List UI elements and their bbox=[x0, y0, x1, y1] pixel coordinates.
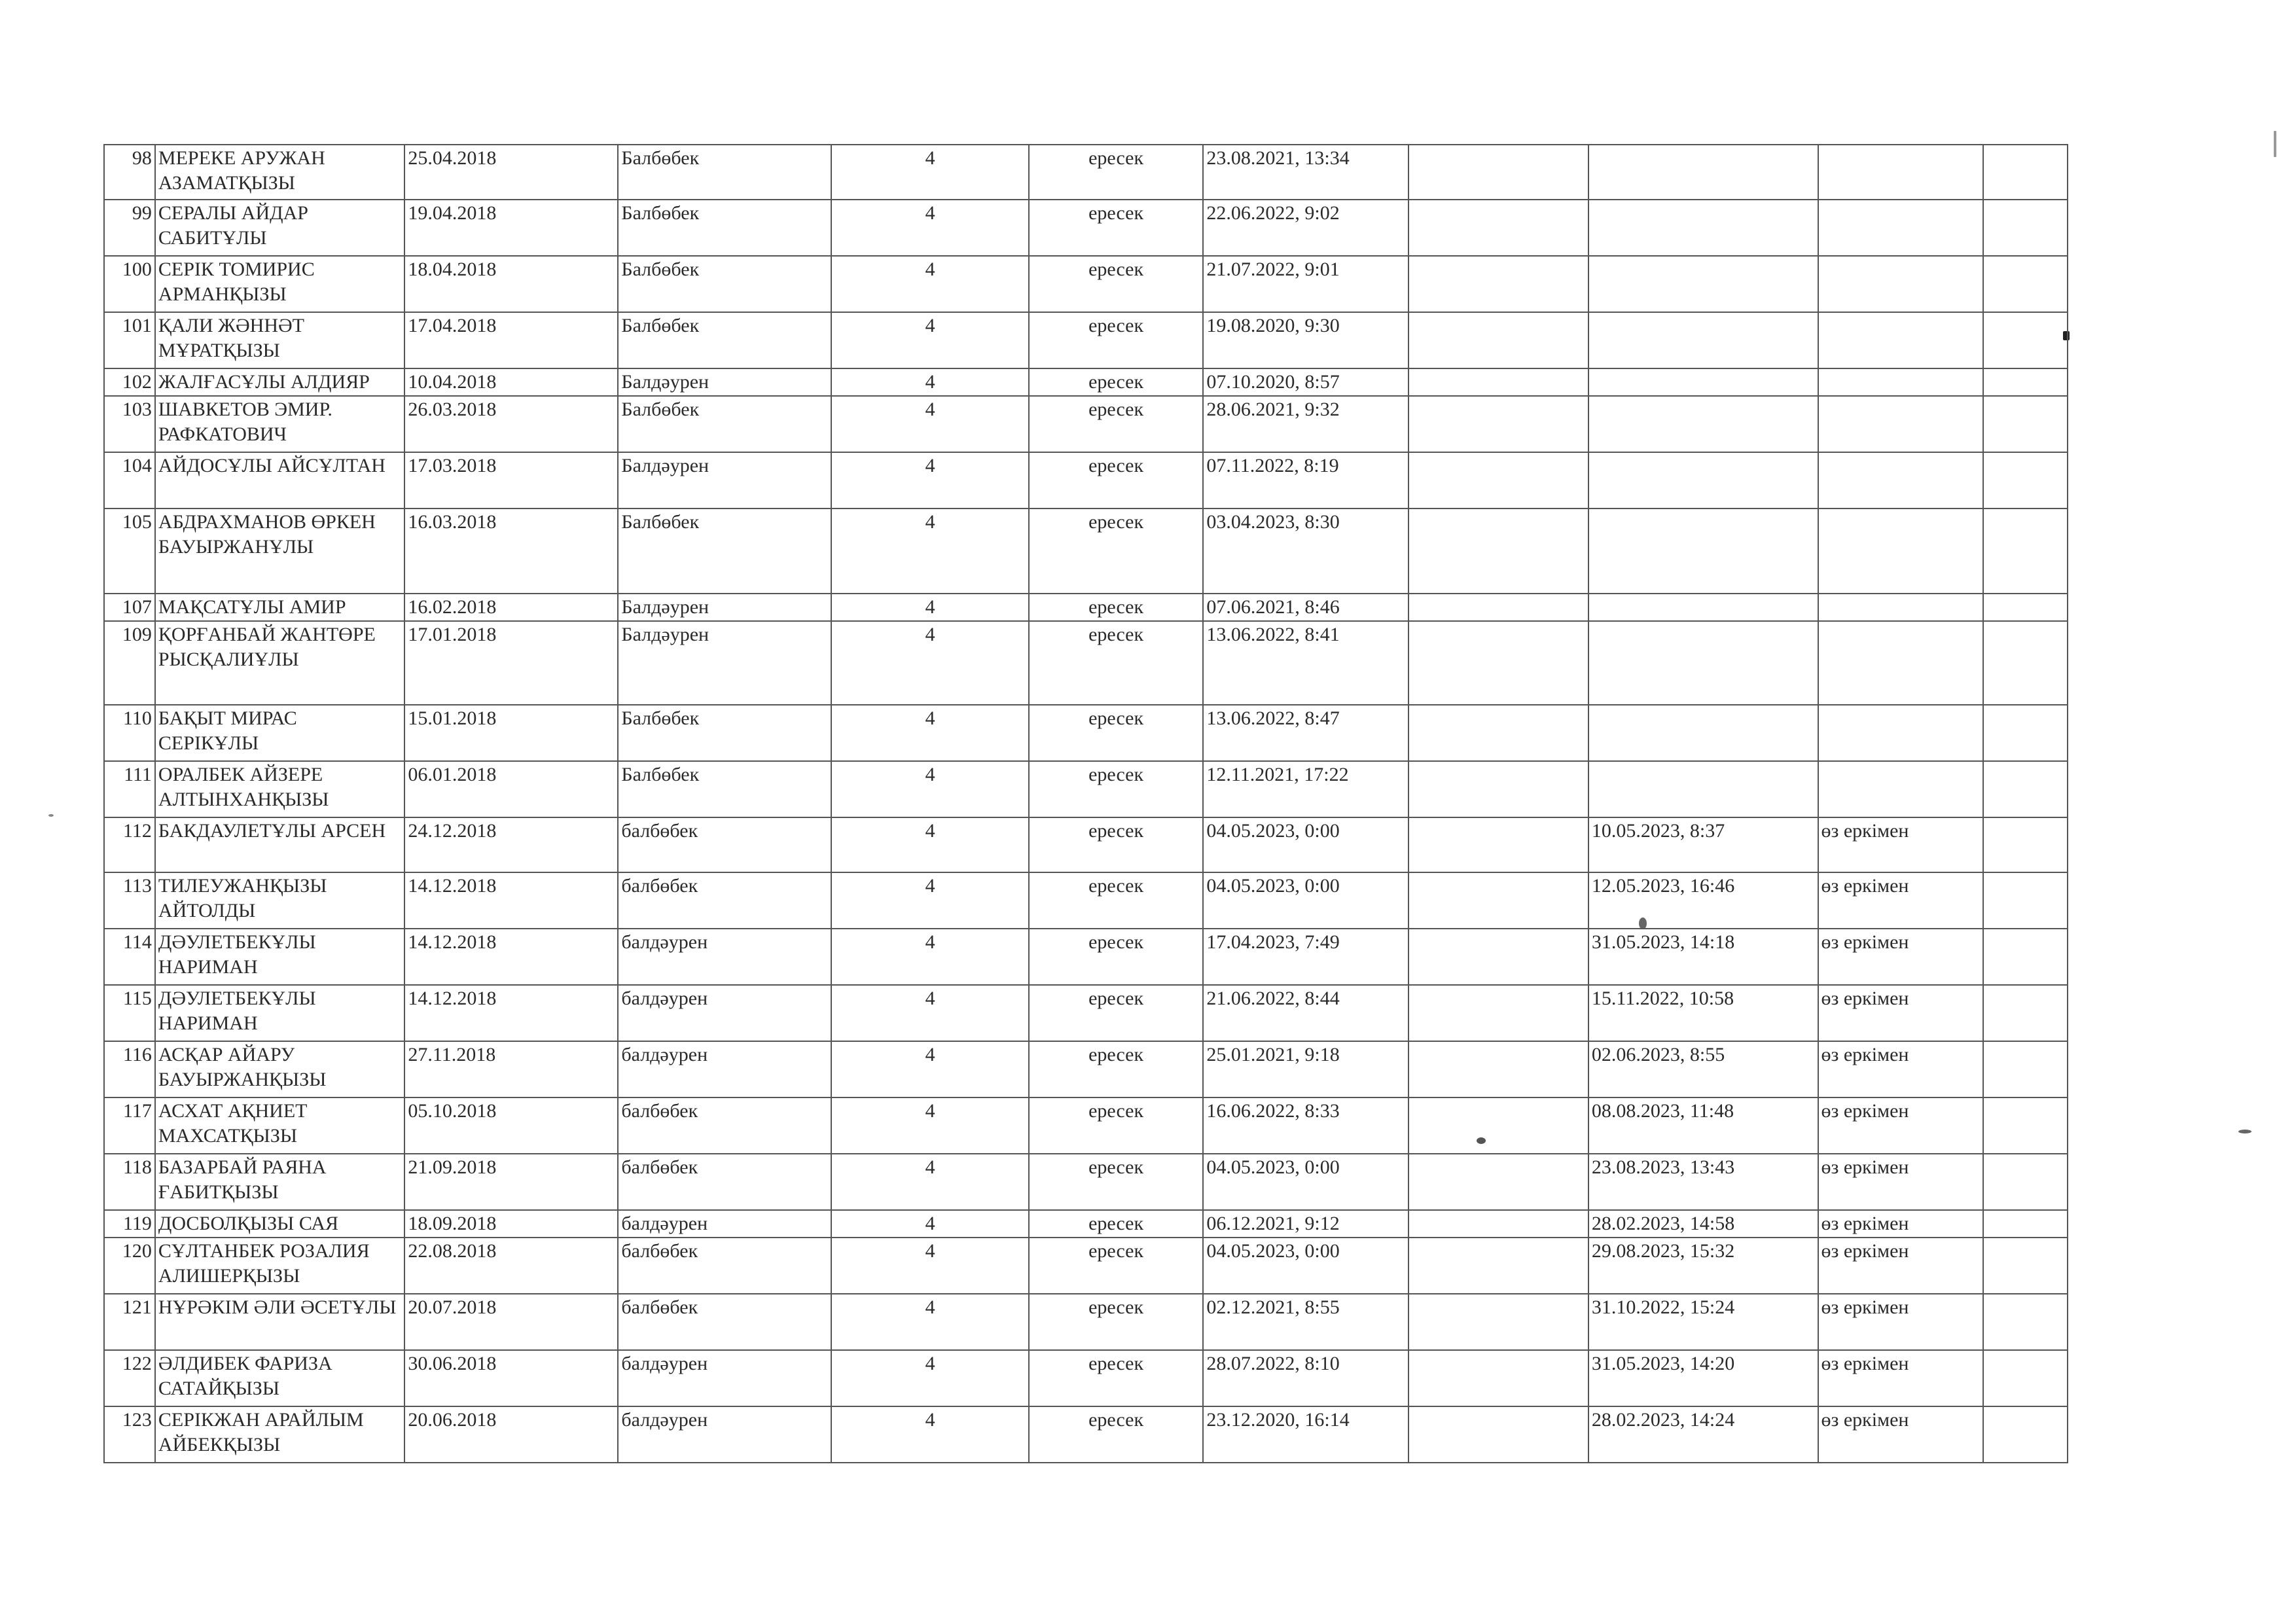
age-value: 4 bbox=[831, 1238, 1028, 1294]
departure-datetime bbox=[1588, 761, 1818, 817]
child-name: ШАВКЕТОВ ЭМИР. РАФКАТОВИЧ bbox=[155, 396, 404, 452]
departure-datetime: 08.08.2023, 11:48 bbox=[1588, 1097, 1818, 1154]
departure-reason bbox=[1818, 761, 1983, 817]
child-name: АБДРАХМАНОВ ӨРКЕН БАУЫРЖАНҰЛЫ bbox=[155, 508, 404, 594]
blank-cell bbox=[1408, 368, 1588, 396]
scan-speck bbox=[2274, 131, 2276, 157]
blank-cell bbox=[1983, 256, 2068, 312]
blank-cell bbox=[1983, 396, 2068, 452]
group-name: балдәурен bbox=[618, 1406, 831, 1463]
departure-datetime: 28.02.2023, 14:24 bbox=[1588, 1406, 1818, 1463]
departure-datetime bbox=[1588, 508, 1818, 594]
departure-reason bbox=[1818, 594, 1983, 621]
row-number: 119 bbox=[104, 1210, 155, 1238]
departure-datetime bbox=[1588, 452, 1818, 508]
blank-cell bbox=[1408, 312, 1588, 368]
age-value: 4 bbox=[831, 368, 1028, 396]
blank-cell bbox=[1983, 452, 2068, 508]
age-category: ересек bbox=[1029, 929, 1204, 985]
departure-datetime bbox=[1588, 368, 1818, 396]
departure-datetime: 31.05.2023, 14:18 bbox=[1588, 929, 1818, 985]
birth-date: 14.12.2018 bbox=[404, 985, 618, 1041]
group-name: балдәурен bbox=[618, 1350, 831, 1406]
row-number: 103 bbox=[104, 396, 155, 452]
age-value: 4 bbox=[831, 1097, 1028, 1154]
blank-cell bbox=[1408, 817, 1588, 872]
age-category: ересек bbox=[1029, 817, 1204, 872]
age-value: 4 bbox=[831, 1154, 1028, 1210]
blank-cell bbox=[1983, 761, 2068, 817]
admission-datetime: 23.12.2020, 16:14 bbox=[1203, 1406, 1408, 1463]
blank-cell bbox=[1408, 452, 1588, 508]
admission-datetime: 02.12.2021, 8:55 bbox=[1203, 1294, 1408, 1350]
birth-date: 17.04.2018 bbox=[404, 312, 618, 368]
blank-cell bbox=[1408, 929, 1588, 985]
row-number: 116 bbox=[104, 1041, 155, 1097]
enrollment-table bbox=[103, 144, 2068, 1463]
departure-reason bbox=[1818, 368, 1983, 396]
group-name: Балбөбек bbox=[618, 761, 831, 817]
departure-datetime: 28.02.2023, 14:58 bbox=[1588, 1210, 1818, 1238]
group-name: Балдәурен bbox=[618, 452, 831, 508]
departure-datetime: 15.11.2022, 10:58 bbox=[1588, 985, 1818, 1041]
age-value: 4 bbox=[831, 145, 1028, 200]
age-value: 4 bbox=[831, 1350, 1028, 1406]
birth-date: 15.01.2018 bbox=[404, 705, 618, 761]
group-name: Балдәурен bbox=[618, 594, 831, 621]
departure-reason bbox=[1818, 396, 1983, 452]
child-name: БАКДАУЛЕТҰЛЫ АРСЕН bbox=[155, 817, 404, 872]
row-number: 100 bbox=[104, 256, 155, 312]
departure-datetime bbox=[1588, 312, 1818, 368]
departure-reason: өз еркімен bbox=[1818, 1350, 1983, 1406]
departure-datetime bbox=[1588, 705, 1818, 761]
blank-cell bbox=[1408, 985, 1588, 1041]
child-name: СЕРАЛЫ АЙДАР САБИТҰЛЫ bbox=[155, 200, 404, 256]
age-value: 4 bbox=[831, 985, 1028, 1041]
birth-date: 17.01.2018 bbox=[404, 621, 618, 705]
row-number: 114 bbox=[104, 929, 155, 985]
admission-datetime: 13.06.2022, 8:41 bbox=[1203, 621, 1408, 705]
row-number: 113 bbox=[104, 872, 155, 929]
blank-cell bbox=[1408, 1210, 1588, 1238]
admission-datetime: 04.05.2023, 0:00 bbox=[1203, 872, 1408, 929]
age-category: ересек bbox=[1029, 1041, 1204, 1097]
blank-cell bbox=[1983, 1154, 2068, 1210]
child-name: ЖАЛҒАСҰЛЫ АЛДИЯР bbox=[155, 368, 404, 396]
age-value: 4 bbox=[831, 1406, 1028, 1463]
departure-reason: өз еркімен bbox=[1818, 1041, 1983, 1097]
table-row bbox=[104, 705, 2068, 761]
child-name: АСХАТ АҚНИЕТ МАХСАТҚЫЗЫ bbox=[155, 1097, 404, 1154]
child-name: МАҚСАТҰЛЫ АМИР bbox=[155, 594, 404, 621]
group-name: Балбөбек bbox=[618, 200, 831, 256]
blank-cell bbox=[1408, 1294, 1588, 1350]
admission-datetime: 17.04.2023, 7:49 bbox=[1203, 929, 1408, 985]
age-category: ересек bbox=[1029, 872, 1204, 929]
departure-datetime: 29.08.2023, 15:32 bbox=[1588, 1238, 1818, 1294]
row-number: 98 bbox=[104, 145, 155, 200]
blank-cell bbox=[1408, 1406, 1588, 1463]
blank-cell bbox=[1983, 1406, 2068, 1463]
child-name: ДОСБОЛҚЫЗЫ САЯ bbox=[155, 1210, 404, 1238]
table-row bbox=[104, 1097, 2068, 1154]
blank-cell bbox=[1983, 1350, 2068, 1406]
child-name: БАҚЫТ МИРАС СЕРІКҰЛЫ bbox=[155, 705, 404, 761]
birth-date: 25.04.2018 bbox=[404, 145, 618, 200]
departure-reason: өз еркімен bbox=[1818, 929, 1983, 985]
blank-cell bbox=[1408, 508, 1588, 594]
table-row bbox=[104, 256, 2068, 312]
age-value: 4 bbox=[831, 396, 1028, 452]
admission-datetime: 03.04.2023, 8:30 bbox=[1203, 508, 1408, 594]
departure-reason: өз еркімен bbox=[1818, 817, 1983, 872]
age-value: 4 bbox=[831, 705, 1028, 761]
row-number: 101 bbox=[104, 312, 155, 368]
age-value: 4 bbox=[831, 1210, 1028, 1238]
blank-cell bbox=[1983, 200, 2068, 256]
table-row bbox=[104, 200, 2068, 256]
birth-date: 27.11.2018 bbox=[404, 1041, 618, 1097]
table-row bbox=[104, 312, 2068, 368]
group-name: балбөбек bbox=[618, 1097, 831, 1154]
blank-cell bbox=[1983, 312, 2068, 368]
blank-cell bbox=[1408, 1041, 1588, 1097]
child-name: ҚОРҒАНБАЙ ЖАНТӨРЕ РЫСҚАЛИҰЛЫ bbox=[155, 621, 404, 705]
child-name: ОРАЛБЕК АЙЗЕРЕ АЛТЫНХАНҚЫЗЫ bbox=[155, 761, 404, 817]
group-name: балбөбек bbox=[618, 1294, 831, 1350]
age-value: 4 bbox=[831, 1294, 1028, 1350]
blank-cell bbox=[1983, 145, 2068, 200]
birth-date: 24.12.2018 bbox=[404, 817, 618, 872]
age-category: ересек bbox=[1029, 705, 1204, 761]
child-name: АЙДОСҰЛЫ АЙСҰЛТАН bbox=[155, 452, 404, 508]
blank-cell bbox=[1408, 200, 1588, 256]
row-number: 123 bbox=[104, 1406, 155, 1463]
departure-reason bbox=[1818, 200, 1983, 256]
birth-date: 26.03.2018 bbox=[404, 396, 618, 452]
row-number: 99 bbox=[104, 200, 155, 256]
row-number: 117 bbox=[104, 1097, 155, 1154]
child-name: ҚАЛИ ЖӘННӘТ МҰРАТҚЫЗЫ bbox=[155, 312, 404, 368]
age-category: ересек bbox=[1029, 985, 1204, 1041]
child-name: ӘЛДИБЕК ФАРИЗА САТАЙҚЫЗЫ bbox=[155, 1350, 404, 1406]
age-value: 4 bbox=[831, 312, 1028, 368]
age-value: 4 bbox=[831, 200, 1028, 256]
group-name: Балбөбек bbox=[618, 508, 831, 594]
departure-datetime: 02.06.2023, 8:55 bbox=[1588, 1041, 1818, 1097]
table-row bbox=[104, 1238, 2068, 1294]
group-name: Балдәурен bbox=[618, 368, 831, 396]
blank-cell bbox=[1983, 872, 2068, 929]
scan-speck bbox=[2238, 1130, 2251, 1133]
admission-datetime: 04.05.2023, 0:00 bbox=[1203, 1238, 1408, 1294]
row-number: 120 bbox=[104, 1238, 155, 1294]
birth-date: 06.01.2018 bbox=[404, 761, 618, 817]
age-value: 4 bbox=[831, 1041, 1028, 1097]
departure-reason: өз еркімен bbox=[1818, 1238, 1983, 1294]
departure-reason: өз еркімен bbox=[1818, 1154, 1983, 1210]
table-row bbox=[104, 1294, 2068, 1350]
row-number: 110 bbox=[104, 705, 155, 761]
age-category: ересек bbox=[1029, 452, 1204, 508]
birth-date: 18.09.2018 bbox=[404, 1210, 618, 1238]
admission-datetime: 23.08.2021, 13:34 bbox=[1203, 145, 1408, 200]
departure-reason bbox=[1818, 508, 1983, 594]
child-name: МЕРЕКЕ АРУЖАН АЗАМАТҚЫЗЫ bbox=[155, 145, 404, 200]
table-row bbox=[104, 1350, 2068, 1406]
age-value: 4 bbox=[831, 817, 1028, 872]
blank-cell bbox=[1408, 705, 1588, 761]
birth-date: 22.08.2018 bbox=[404, 1238, 618, 1294]
departure-datetime bbox=[1588, 256, 1818, 312]
blank-cell bbox=[1983, 817, 2068, 872]
group-name: Балдәурен bbox=[618, 621, 831, 705]
blank-cell bbox=[1408, 1238, 1588, 1294]
group-name: балдәурен bbox=[618, 1210, 831, 1238]
age-category: ересек bbox=[1029, 145, 1204, 200]
admission-datetime: 06.12.2021, 9:12 bbox=[1203, 1210, 1408, 1238]
blank-cell bbox=[1408, 396, 1588, 452]
departure-datetime: 12.05.2023, 16:46 bbox=[1588, 872, 1818, 929]
age-value: 4 bbox=[831, 929, 1028, 985]
departure-datetime bbox=[1588, 396, 1818, 452]
row-number: 109 bbox=[104, 621, 155, 705]
birth-date: 20.06.2018 bbox=[404, 1406, 618, 1463]
admission-datetime: 04.05.2023, 0:00 bbox=[1203, 817, 1408, 872]
age-category: ересек bbox=[1029, 368, 1204, 396]
child-name: БАЗАРБАЙ РАЯНА ҒАБИТҚЫЗЫ bbox=[155, 1154, 404, 1210]
blank-cell bbox=[1983, 1097, 2068, 1154]
age-value: 4 bbox=[831, 452, 1028, 508]
row-number: 102 bbox=[104, 368, 155, 396]
departure-datetime bbox=[1588, 145, 1818, 200]
child-name: СҰЛТАНБЕК РОЗАЛИЯ АЛИШЕРҚЫЗЫ bbox=[155, 1238, 404, 1294]
row-number: 105 bbox=[104, 508, 155, 594]
departure-reason: өз еркімен bbox=[1818, 1210, 1983, 1238]
age-category: ересек bbox=[1029, 761, 1204, 817]
age-value: 4 bbox=[831, 256, 1028, 312]
birth-date: 14.12.2018 bbox=[404, 872, 618, 929]
table-row bbox=[104, 985, 2068, 1041]
admission-datetime: 25.01.2021, 9:18 bbox=[1203, 1041, 1408, 1097]
age-category: ересек bbox=[1029, 1238, 1204, 1294]
row-number: 107 bbox=[104, 594, 155, 621]
age-category: ересек bbox=[1029, 594, 1204, 621]
departure-datetime: 31.10.2022, 15:24 bbox=[1588, 1294, 1818, 1350]
row-number: 112 bbox=[104, 817, 155, 872]
age-category: ересек bbox=[1029, 1406, 1204, 1463]
departure-reason: өз еркімен bbox=[1818, 1406, 1983, 1463]
group-name: Балбөбек bbox=[618, 396, 831, 452]
birth-date: 18.04.2018 bbox=[404, 256, 618, 312]
departure-datetime bbox=[1588, 200, 1818, 256]
table-row bbox=[104, 368, 2068, 396]
row-number: 104 bbox=[104, 452, 155, 508]
birth-date: 21.09.2018 bbox=[404, 1154, 618, 1210]
departure-datetime bbox=[1588, 594, 1818, 621]
admission-datetime: 28.06.2021, 9:32 bbox=[1203, 396, 1408, 452]
birth-date: 05.10.2018 bbox=[404, 1097, 618, 1154]
age-category: ересек bbox=[1029, 256, 1204, 312]
departure-reason: өз еркімен bbox=[1818, 985, 1983, 1041]
admission-datetime: 13.06.2022, 8:47 bbox=[1203, 705, 1408, 761]
admission-datetime: 04.05.2023, 0:00 bbox=[1203, 1154, 1408, 1210]
group-name: балбөбек bbox=[618, 1154, 831, 1210]
group-name: балбөбек bbox=[618, 1238, 831, 1294]
age-category: ересек bbox=[1029, 1294, 1204, 1350]
blank-cell bbox=[1408, 1154, 1588, 1210]
group-name: Балбөбек bbox=[618, 256, 831, 312]
age-value: 4 bbox=[831, 621, 1028, 705]
admission-datetime: 12.11.2021, 17:22 bbox=[1203, 761, 1408, 817]
group-name: Балбөбек bbox=[618, 145, 831, 200]
birth-date: 19.04.2018 bbox=[404, 200, 618, 256]
child-name: ДӘУЛЕТБЕКҰЛЫ НАРИМАН bbox=[155, 929, 404, 985]
admission-datetime: 19.08.2020, 9:30 bbox=[1203, 312, 1408, 368]
group-name: Балбөбек bbox=[618, 705, 831, 761]
age-category: ересек bbox=[1029, 1210, 1204, 1238]
departure-datetime: 10.05.2023, 8:37 bbox=[1588, 817, 1818, 872]
row-number: 121 bbox=[104, 1294, 155, 1350]
row-number: 115 bbox=[104, 985, 155, 1041]
birth-date: 30.06.2018 bbox=[404, 1350, 618, 1406]
child-name: СЕРІК ТОМИРИС АРМАНҚЫЗЫ bbox=[155, 256, 404, 312]
blank-cell bbox=[1983, 1238, 2068, 1294]
age-value: 4 bbox=[831, 761, 1028, 817]
group-name: балдәурен bbox=[618, 929, 831, 985]
blank-cell bbox=[1408, 145, 1588, 200]
blank-cell bbox=[1408, 1350, 1588, 1406]
age-value: 4 bbox=[831, 594, 1028, 621]
age-category: ересек bbox=[1029, 1350, 1204, 1406]
blank-cell bbox=[1983, 1041, 2068, 1097]
admission-datetime: 07.10.2020, 8:57 bbox=[1203, 368, 1408, 396]
departure-reason: өз еркімен bbox=[1818, 1294, 1983, 1350]
age-category: ересек bbox=[1029, 312, 1204, 368]
age-category: ересек bbox=[1029, 200, 1204, 256]
admission-datetime: 07.11.2022, 8:19 bbox=[1203, 452, 1408, 508]
scan-speck bbox=[48, 814, 54, 817]
table-row bbox=[104, 817, 2068, 872]
blank-cell bbox=[1408, 621, 1588, 705]
departure-reason bbox=[1818, 145, 1983, 200]
blank-cell bbox=[1408, 256, 1588, 312]
departure-reason bbox=[1818, 452, 1983, 508]
table-row bbox=[104, 929, 2068, 985]
birth-date: 14.12.2018 bbox=[404, 929, 618, 985]
child-name: СЕРІКЖАН АРАЙЛЫМ АЙБЕКҚЫЗЫ bbox=[155, 1406, 404, 1463]
age-category: ересек bbox=[1029, 621, 1204, 705]
child-name: НҰРӘКІМ ӘЛИ ӘСЕТҰЛЫ bbox=[155, 1294, 404, 1350]
blank-cell bbox=[1983, 705, 2068, 761]
table-body bbox=[104, 145, 2068, 1463]
age-value: 4 bbox=[831, 508, 1028, 594]
table-row bbox=[104, 872, 2068, 929]
table-row bbox=[104, 396, 2068, 452]
departure-reason: өз еркімен bbox=[1818, 1097, 1983, 1154]
admission-datetime: 21.06.2022, 8:44 bbox=[1203, 985, 1408, 1041]
admission-datetime: 22.06.2022, 9:02 bbox=[1203, 200, 1408, 256]
departure-datetime bbox=[1588, 621, 1818, 705]
blank-cell bbox=[1408, 594, 1588, 621]
table-row bbox=[104, 594, 2068, 621]
departure-datetime: 23.08.2023, 13:43 bbox=[1588, 1154, 1818, 1210]
blank-cell bbox=[1983, 594, 2068, 621]
row-number: 118 bbox=[104, 1154, 155, 1210]
age-category: ересек bbox=[1029, 1154, 1204, 1210]
blank-cell bbox=[1983, 985, 2068, 1041]
group-name: балдәурен bbox=[618, 1041, 831, 1097]
table-row bbox=[104, 1154, 2068, 1210]
blank-cell bbox=[1408, 872, 1588, 929]
age-category: ересек bbox=[1029, 396, 1204, 452]
age-category: ересек bbox=[1029, 1097, 1204, 1154]
admission-datetime: 16.06.2022, 8:33 bbox=[1203, 1097, 1408, 1154]
group-name: балбөбек bbox=[618, 872, 831, 929]
blank-cell bbox=[1408, 761, 1588, 817]
table-row bbox=[104, 1210, 2068, 1238]
departure-reason bbox=[1818, 256, 1983, 312]
birth-date: 16.03.2018 bbox=[404, 508, 618, 594]
table-row bbox=[104, 1041, 2068, 1097]
blank-cell bbox=[1983, 368, 2068, 396]
age-value: 4 bbox=[831, 872, 1028, 929]
table-row bbox=[104, 1406, 2068, 1463]
birth-date: 17.03.2018 bbox=[404, 452, 618, 508]
child-name: ДӘУЛЕТБЕКҰЛЫ НАРИМАН bbox=[155, 985, 404, 1041]
group-name: Балбөбек bbox=[618, 312, 831, 368]
table-row bbox=[104, 508, 2068, 594]
birth-date: 20.07.2018 bbox=[404, 1294, 618, 1350]
table-row bbox=[104, 452, 2068, 508]
blank-cell bbox=[1983, 621, 2068, 705]
departure-reason bbox=[1818, 312, 1983, 368]
blank-cell bbox=[1983, 929, 2068, 985]
admission-datetime: 21.07.2022, 9:01 bbox=[1203, 256, 1408, 312]
row-number: 122 bbox=[104, 1350, 155, 1406]
group-name: балбөбек bbox=[618, 817, 831, 872]
table-row bbox=[104, 621, 2068, 705]
child-name: АСҚАР АЙАРУ БАУЫРЖАНҚЫЗЫ bbox=[155, 1041, 404, 1097]
departure-reason: өз еркімен bbox=[1818, 872, 1983, 929]
row-number: 111 bbox=[104, 761, 155, 817]
table-row bbox=[104, 145, 2068, 200]
age-category: ересек bbox=[1029, 508, 1204, 594]
table-row bbox=[104, 761, 2068, 817]
blank-cell bbox=[1983, 1294, 2068, 1350]
blank-cell bbox=[1408, 1097, 1588, 1154]
departure-reason bbox=[1818, 621, 1983, 705]
child-name: ТИЛЕУЖАНҚЫЗЫ АЙТОЛДЫ bbox=[155, 872, 404, 929]
departure-reason bbox=[1818, 705, 1983, 761]
admission-datetime: 28.07.2022, 8:10 bbox=[1203, 1350, 1408, 1406]
blank-cell bbox=[1983, 508, 2068, 594]
group-name: балдәурен bbox=[618, 985, 831, 1041]
departure-datetime: 31.05.2023, 14:20 bbox=[1588, 1350, 1818, 1406]
blank-cell bbox=[1983, 1210, 2068, 1238]
birth-date: 10.04.2018 bbox=[404, 368, 618, 396]
birth-date: 16.02.2018 bbox=[404, 594, 618, 621]
admission-datetime: 07.06.2021, 8:46 bbox=[1203, 594, 1408, 621]
